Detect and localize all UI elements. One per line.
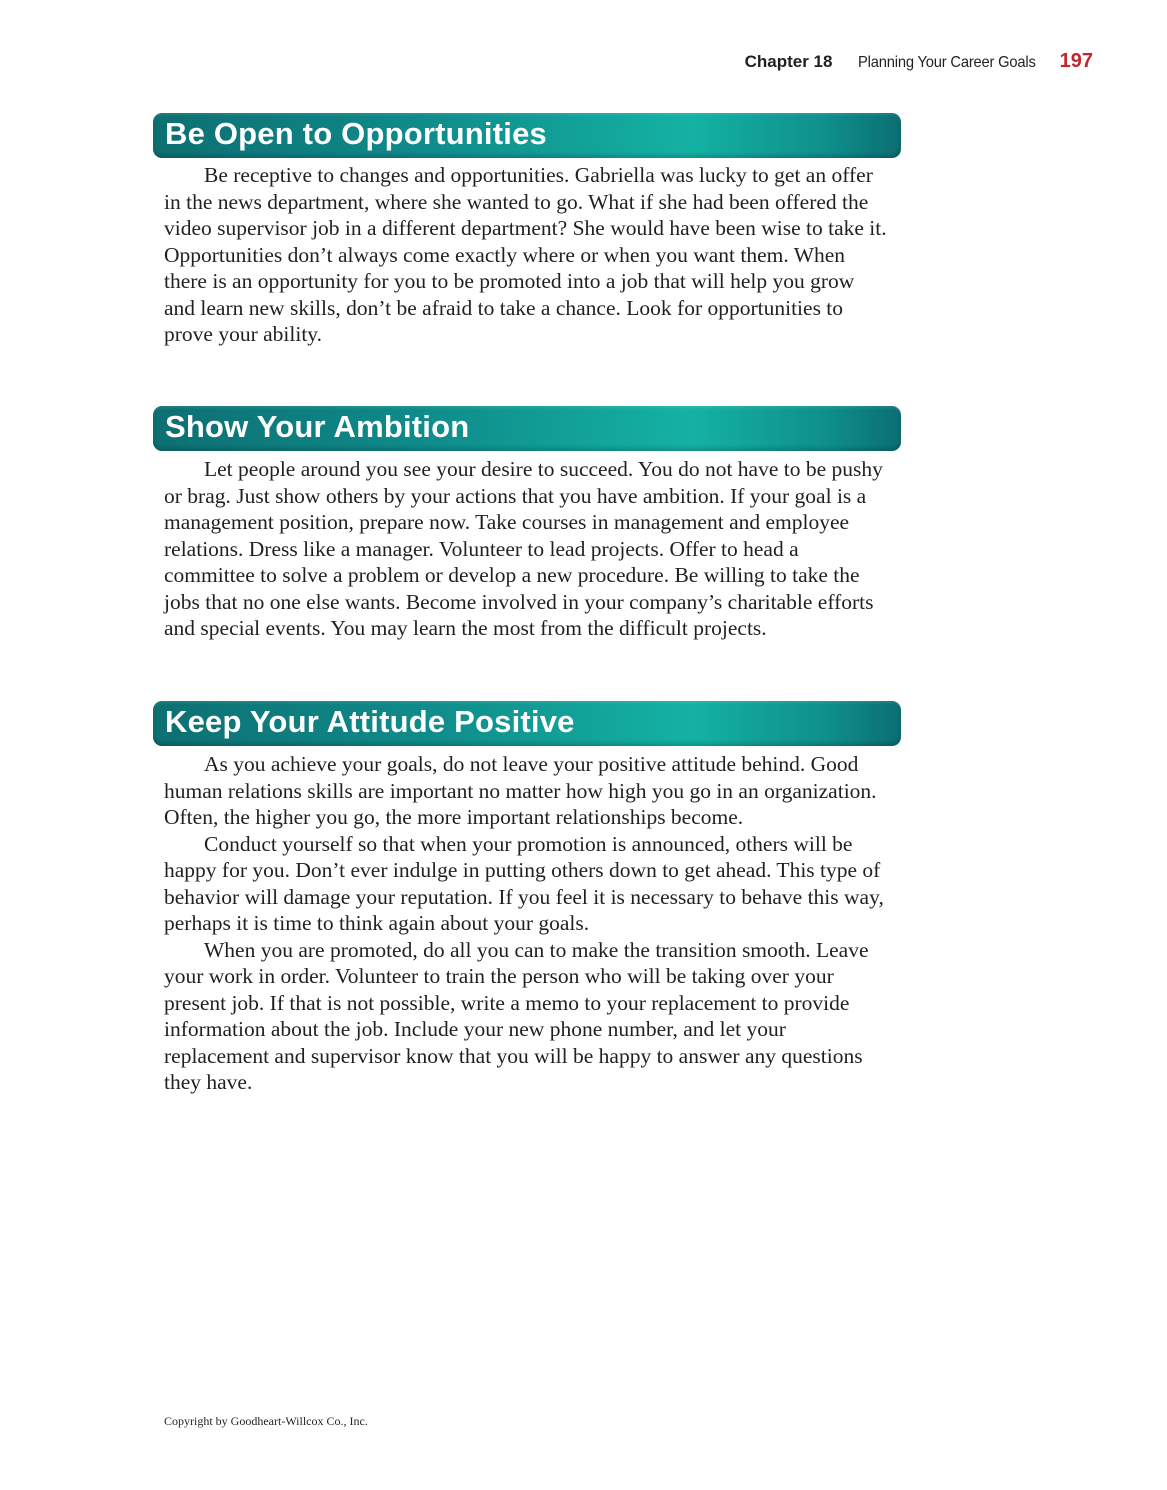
running-head [745, 50, 1093, 73]
section-title-ambition: Show Your Ambition [165, 409, 470, 444]
section-body-ambition [164, 456, 888, 642]
section-body-attitude [164, 751, 888, 1096]
section-title-attitude: Keep Your Attitude Positive [165, 704, 575, 739]
paragraph: Let people around you see your desire to succeed. You do not have to be pushy or brag. Just show others by your actions that you have ambition. If your goal is a management position, prepare now. Take courses in management and employee relations. Dress like a manager. Volunteer to lead projects. Offer to head a committee to solve a problem or develop a new procedure. Be willing to take the jobs that no one else wants. Become involved in your company’s charitable efforts and special events. You may learn the most from the difficult projects. [164, 457, 883, 640]
section-title-opportunities: Be Open to Opportunities [165, 116, 547, 151]
page-number: 197 [1059, 50, 1093, 72]
section-body-opportunities [164, 162, 888, 348]
paragraph: When you are promoted, do all you can to make the transition smooth. Leave your work in order. Volunteer to train the person who will be taking over your present job. If that is not possible, write a memo to your replacement to provide information about the job. Include your new phone number, and let your replacement and supervisor know that you will be happy to answer any questions they have. [164, 937, 869, 1094]
section-heading-bar-ambition [153, 406, 901, 451]
section-heading-bar-opportunities [153, 113, 901, 158]
paragraph: Conduct yourself so that when your promotion is announced, others will be happy for you. Don’t ever indulge in putting others down to get ahead. This type of behavior will damage your reputation. If you feel it is necessary to behave this way, perhaps it is time to think again about your goals. [164, 831, 884, 935]
chapter-title: Planning Your Career Goals [858, 54, 1037, 71]
paragraph: Be receptive to changes and opportunities. Gabriella was lucky to get an offer in the news department, where she wanted to go. What if she had been offered the video supervisor job in a different department? She would have been wise to take it. Opportunities don’t always come exactly where or when you want them. When there is an opportunity for you to be promoted into a job that will help you grow and learn new skills, don’t be afraid to take a chance. Look for opportunities to prove your ability. [164, 163, 887, 346]
copyright-notice: Copyright by Goodheart-Willcox Co., Inc. [164, 1414, 368, 1428]
section-heading-bar-attitude [153, 701, 901, 746]
paragraph: As you achieve your goals, do not leave your positive attitude behind. Good human relations skills are important no matter how high you go in an organization. Often, the higher you go, the more important relationships become. [164, 752, 877, 829]
chapter-number: Chapter 18 [744, 52, 833, 71]
